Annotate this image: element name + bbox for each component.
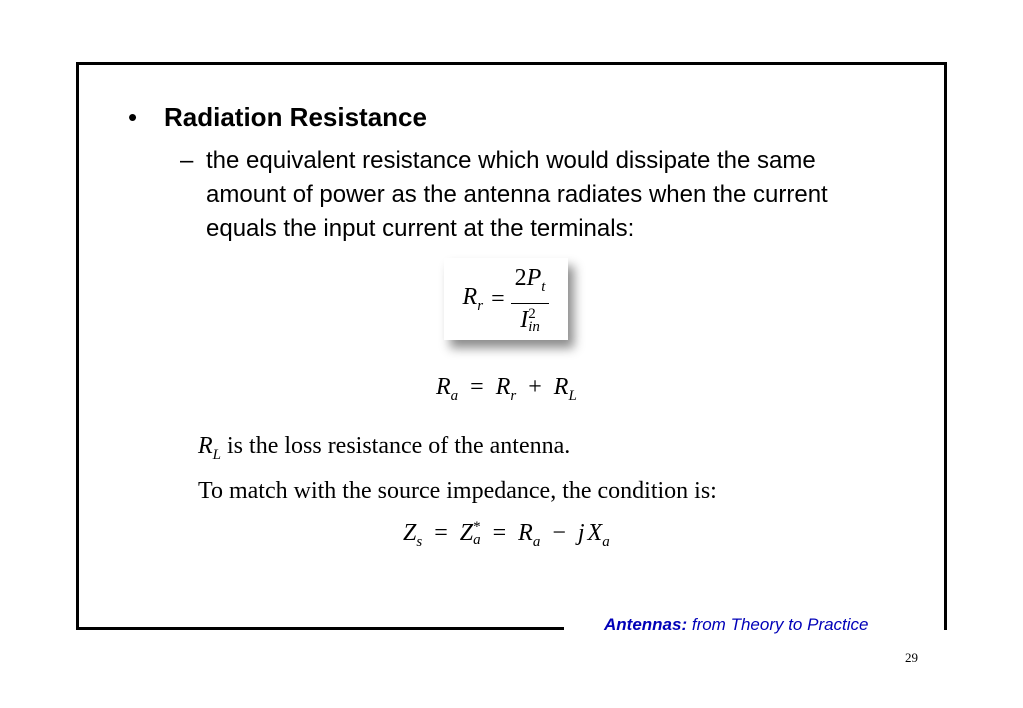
eq1-denominator: I 2 in <box>520 306 540 336</box>
slide-frame-right <box>944 62 947 630</box>
loss-resistance-note <box>198 428 717 509</box>
dash-icon: – <box>180 147 194 174</box>
eq1-numerator: $2P_t$ <box>511 264 550 304</box>
eq1-lhs: $R_r$ <box>462 283 484 314</box>
slide-frame-bottom <box>76 627 564 630</box>
footer-title-rest: from Theory to Practice <box>687 615 869 634</box>
slide-frame-left <box>76 62 79 630</box>
heading-text: Radiation Resistance <box>164 102 427 132</box>
sub-bullet <box>180 144 900 246</box>
sub-bullet-text: the equivalent resistance which would dissipate the same amount of power as the antenna radiates when the current equals the input current at the terminals: <box>206 147 828 242</box>
note-line-2: To match with the source impedance, the condition is: <box>198 477 717 504</box>
page-number: 29 <box>905 650 918 665</box>
eq1-equals: = <box>491 285 505 312</box>
matching-condition-equation: $Z_s = Z$ * a = $R_a - j$ $X_a$ <box>403 519 610 550</box>
slide-frame-top <box>76 62 947 65</box>
bullet-heading <box>128 100 427 134</box>
bullet-icon: • <box>128 102 138 132</box>
note-line-1: $R_L$ is the loss resistance of the antenna. <box>198 433 571 463</box>
footer-title-bold: Antennas: <box>604 615 688 634</box>
eq1-fraction <box>511 264 550 334</box>
radiation-resistance-equation <box>444 258 568 340</box>
antenna-resistance-equation: $R_a = R_r + R_L$ <box>436 374 577 404</box>
footer-book-title <box>604 615 924 635</box>
